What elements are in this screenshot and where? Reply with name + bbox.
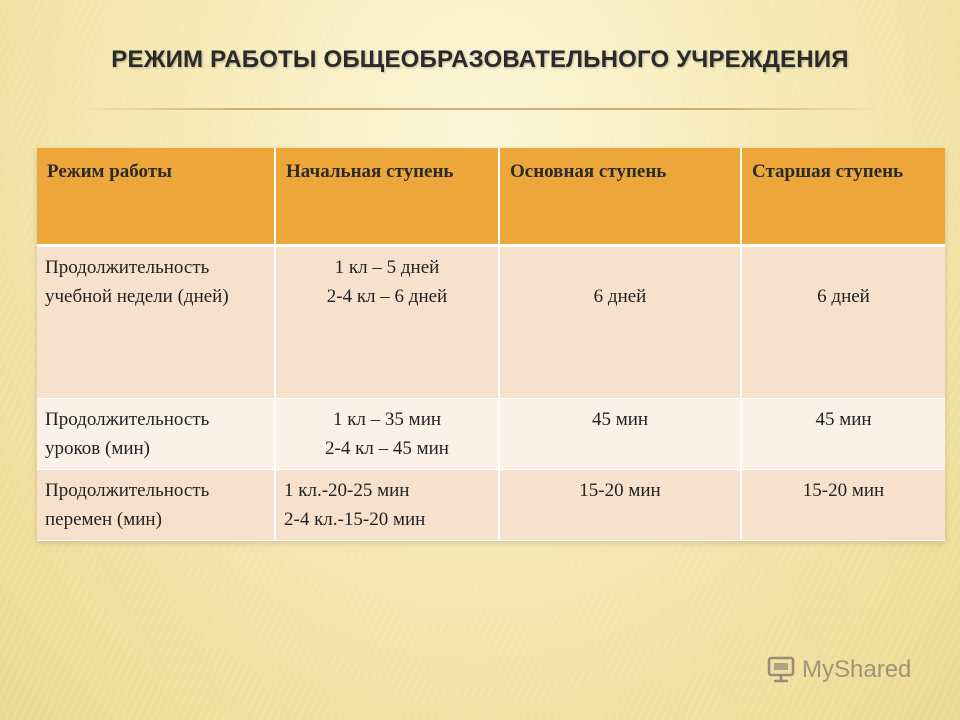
header-mode: Режим работы xyxy=(37,148,275,246)
cell-primary xyxy=(275,470,499,541)
cell-primary xyxy=(275,246,499,399)
cell-senior: 15-20 мин xyxy=(741,470,945,541)
watermark-text: MyShared xyxy=(802,656,912,683)
table-row-week-length xyxy=(37,246,945,399)
row-label: Продолжительность учебной недели (дней) xyxy=(37,246,275,399)
table-row-break-length xyxy=(37,470,945,541)
header-basic-level: Основная ступень xyxy=(499,148,741,246)
table-header-row xyxy=(37,148,945,246)
cell-line: 2-4 кл – 45 мин xyxy=(325,438,449,459)
myshared-logo-icon xyxy=(766,656,796,684)
header-primary-level: Начальная ступень xyxy=(275,148,499,246)
watermark xyxy=(766,656,911,684)
cell-primary xyxy=(275,399,499,470)
cell-basic: 6 дней xyxy=(499,246,741,399)
cell-line: 1 кл – 35 мин xyxy=(332,409,442,430)
cell-basic: 45 мин xyxy=(499,399,741,470)
row-label: Продолжительность перемен (мин) xyxy=(37,470,275,541)
header-senior-level: Старшая ступень xyxy=(741,148,945,246)
cell-line: 1 кл – 5 дней xyxy=(334,257,440,278)
schedule-table xyxy=(37,148,945,541)
cell-line: 2-4 кл.-15-20 мин xyxy=(284,509,426,530)
cell-senior: 45 мин xyxy=(741,399,945,470)
title-divider xyxy=(80,108,880,110)
slide-title: РЕЖИМ РАБОТЫ ОБЩЕОБРАЗОВАТЕЛЬНОГО УЧРЕЖДЕНИЯ xyxy=(111,46,849,73)
cell-basic: 15-20 мин xyxy=(499,470,741,541)
cell-line: 1 кл.-20-25 мин xyxy=(284,480,410,501)
cell-line: 2-4 кл – 6 дней xyxy=(326,286,448,307)
cell-senior: 6 дней xyxy=(741,246,945,399)
table-row-lesson-length xyxy=(37,399,945,470)
row-label: Продолжительность уроков (мин) xyxy=(37,399,275,470)
